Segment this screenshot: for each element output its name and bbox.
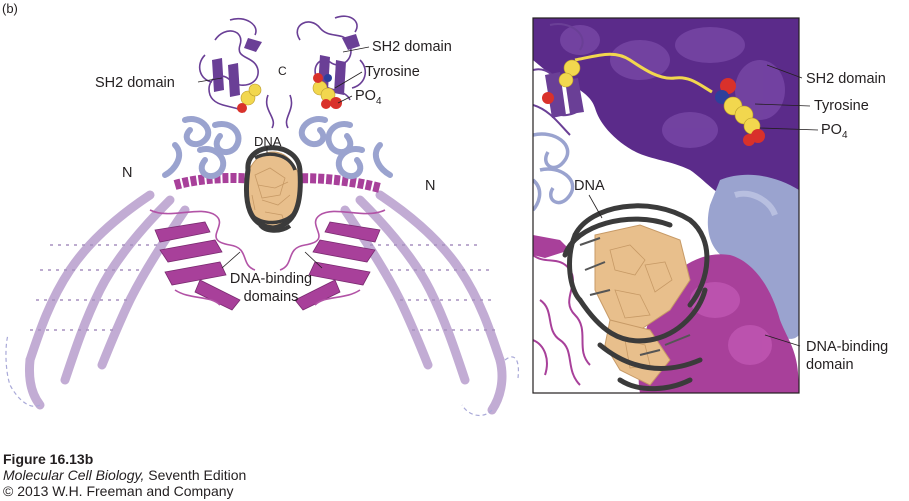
label-dna-binding-domains-1: DNA-binding	[229, 271, 313, 287]
figure-number: Figure 16.13b	[3, 451, 94, 467]
label-sh2-domain-top: SH2 domain	[372, 39, 452, 55]
right-coiled-coil	[345, 195, 502, 410]
label-tyrosine-left: Tyrosine	[365, 64, 420, 80]
label-dna-left: DNA	[254, 134, 282, 149]
label-dna-binding-domains-2: domains	[243, 289, 299, 305]
left-tyrosine-spheres	[237, 73, 342, 113]
label-sh2-domain-right: SH2 domain	[806, 71, 886, 87]
label-po4-left	[355, 88, 382, 107]
po4-left-sub: 4	[375, 96, 382, 107]
label-dna-binding-domain-1: DNA-binding	[806, 339, 889, 355]
right-closeup	[533, 18, 799, 393]
po4-right-sub: 4	[841, 130, 848, 141]
left-structure	[6, 16, 518, 415]
po4-right-base: PO	[821, 122, 842, 138]
book-citation	[3, 467, 246, 484]
label-dna-binding-domain-2: domain	[806, 357, 854, 373]
label-po4-right	[821, 122, 848, 141]
label-n-terminus-left: N	[122, 165, 133, 181]
label-c-terminus: C	[278, 64, 287, 78]
label-tyrosine-right: Tyrosine	[814, 98, 869, 114]
book-title: Molecular Cell Biology,	[3, 467, 145, 483]
label-n-terminus-right: N	[425, 178, 436, 194]
label-dna-right: DNA	[574, 178, 605, 194]
label-sh2-domain-left: SH2 domain	[95, 75, 175, 91]
left-dna	[245, 148, 301, 231]
panel-label: (b)	[2, 1, 18, 16]
copyright: © 2013 W.H. Freeman and Company	[3, 483, 234, 499]
po4-left-base: PO	[355, 88, 376, 104]
book-edition: Seventh Edition	[144, 467, 247, 483]
